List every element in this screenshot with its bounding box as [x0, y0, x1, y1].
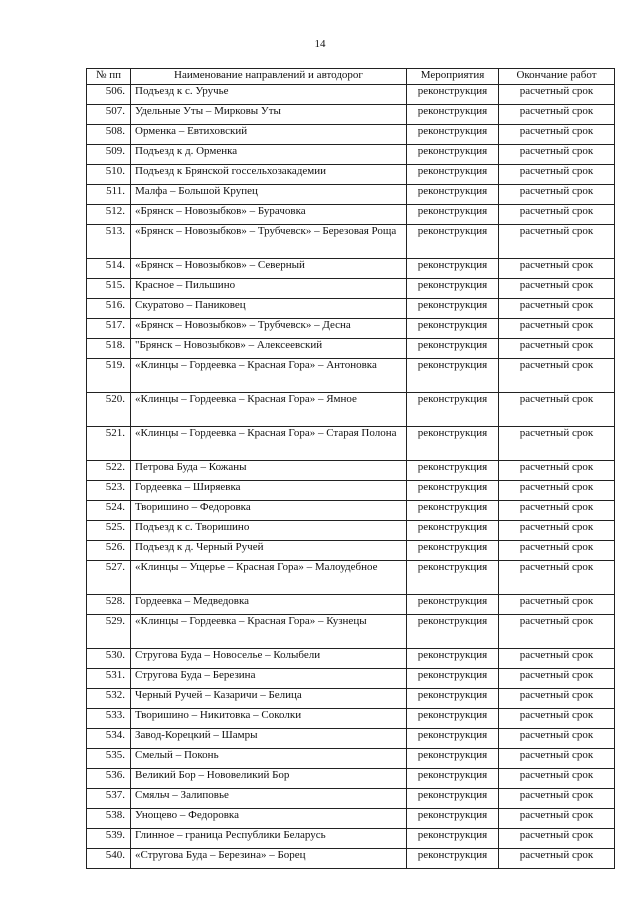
road-name: Творишино – Федоровка	[131, 501, 407, 521]
road-name: «Брянск – Новозыбков» – Трубчевск» – Березовая Роща	[131, 225, 407, 259]
row-number: 532.	[87, 689, 131, 709]
row-number: 538.	[87, 809, 131, 829]
table-row	[87, 105, 615, 125]
table-row	[87, 769, 615, 789]
road-term: расчетный срок	[499, 729, 615, 749]
road-measure: реконструкция	[407, 299, 499, 319]
header-measure: Мероприятия	[407, 69, 499, 85]
road-measure: реконструкция	[407, 669, 499, 689]
row-number: 529.	[87, 615, 131, 649]
road-measure: реконструкция	[407, 501, 499, 521]
table-row	[87, 319, 615, 339]
road-name: Смяльч – Залиповье	[131, 789, 407, 809]
table-row	[87, 541, 615, 561]
table-row	[87, 461, 615, 481]
road-name: Малфа – Большой Крупец	[131, 185, 407, 205]
road-name: "Брянск – Новозыбков» – Алексеевский	[131, 339, 407, 359]
row-number: 519.	[87, 359, 131, 393]
road-name: «Клинцы – Гордеевка – Красная Гора» – Кузнецы	[131, 615, 407, 649]
row-number: 530.	[87, 649, 131, 669]
road-term: расчетный срок	[499, 145, 615, 165]
row-number: 534.	[87, 729, 131, 749]
roads-table	[86, 68, 615, 869]
road-term: расчетный срок	[499, 339, 615, 359]
road-name: Глинное – граница Республики Беларусь	[131, 829, 407, 849]
road-measure: реконструкция	[407, 769, 499, 789]
road-term: расчетный срок	[499, 259, 615, 279]
table-row	[87, 259, 615, 279]
road-term: расчетный срок	[499, 427, 615, 461]
road-term: расчетный срок	[499, 501, 615, 521]
row-number: 518.	[87, 339, 131, 359]
road-measure: реконструкция	[407, 829, 499, 849]
road-term: расчетный срок	[499, 789, 615, 809]
road-measure: реконструкция	[407, 145, 499, 165]
road-name: «Брянск – Новозыбков» – Трубчевск» – Десна	[131, 319, 407, 339]
table-row	[87, 649, 615, 669]
table-row	[87, 809, 615, 829]
road-name: Удельные Уты – Мирковы Уты	[131, 105, 407, 125]
row-number: 517.	[87, 319, 131, 339]
road-name: Завод-Корецкий – Шамры	[131, 729, 407, 749]
road-name: Стругова Буда – Новоселье – Колыбели	[131, 649, 407, 669]
road-measure: реконструкция	[407, 339, 499, 359]
road-measure: реконструкция	[407, 105, 499, 125]
table-row	[87, 709, 615, 729]
road-term: расчетный срок	[499, 669, 615, 689]
row-number: 520.	[87, 393, 131, 427]
row-number: 526.	[87, 541, 131, 561]
table-header-row	[87, 69, 615, 85]
road-name: Гордеевка – Ширяевка	[131, 481, 407, 501]
row-number: 537.	[87, 789, 131, 809]
road-name: Стругова Буда – Березина	[131, 669, 407, 689]
road-term: расчетный срок	[499, 849, 615, 869]
row-number: 513.	[87, 225, 131, 259]
road-name: Орменка – Евтиховский	[131, 125, 407, 145]
table-row	[87, 205, 615, 225]
table-row	[87, 125, 615, 145]
road-name: Подъезд к д. Черный Ручей	[131, 541, 407, 561]
road-term: расчетный срок	[499, 749, 615, 769]
row-number: 536.	[87, 769, 131, 789]
road-measure: реконструкция	[407, 85, 499, 105]
row-number: 515.	[87, 279, 131, 299]
road-measure: реконструкция	[407, 259, 499, 279]
road-term: расчетный срок	[499, 125, 615, 145]
road-term: расчетный срок	[499, 105, 615, 125]
road-term: расчетный срок	[499, 185, 615, 205]
table-row	[87, 393, 615, 427]
road-term: расчетный срок	[499, 809, 615, 829]
road-measure: реконструкция	[407, 393, 499, 427]
road-measure: реконструкция	[407, 279, 499, 299]
road-measure: реконструкция	[407, 165, 499, 185]
road-name: Унощево – Федоровка	[131, 809, 407, 829]
road-name: Великий Бор – Нововеликий Бор	[131, 769, 407, 789]
header-term: Окончание работ	[499, 69, 615, 85]
road-measure: реконструкция	[407, 789, 499, 809]
row-number: 516.	[87, 299, 131, 319]
road-name: «Клинцы – Ущерье – Красная Гора» – Малоудебное	[131, 561, 407, 595]
table-row	[87, 427, 615, 461]
table-row	[87, 689, 615, 709]
road-name: Смелый – Поконь	[131, 749, 407, 769]
table-row	[87, 789, 615, 809]
table-row	[87, 279, 615, 299]
header-num: № пп	[87, 69, 131, 85]
road-measure: реконструкция	[407, 809, 499, 829]
road-name: «Брянск – Новозыбков» – Бурачовка	[131, 205, 407, 225]
road-measure: реконструкция	[407, 709, 499, 729]
table-row	[87, 849, 615, 869]
road-name: Подъезд к Брянской госсельхозакадемии	[131, 165, 407, 185]
road-measure: реконструкция	[407, 481, 499, 501]
row-number: 507.	[87, 105, 131, 125]
row-number: 522.	[87, 461, 131, 481]
road-measure: реконструкция	[407, 689, 499, 709]
row-number: 506.	[87, 85, 131, 105]
road-name: Подъезд к д. Орменка	[131, 145, 407, 165]
row-number: 508.	[87, 125, 131, 145]
table-row	[87, 521, 615, 541]
row-number: 528.	[87, 595, 131, 615]
road-term: расчетный срок	[499, 205, 615, 225]
road-name: Подъезд к с. Уручье	[131, 85, 407, 105]
table-row	[87, 729, 615, 749]
table-row	[87, 145, 615, 165]
road-term: расчетный срок	[499, 561, 615, 595]
road-term: расчетный срок	[499, 299, 615, 319]
table-row	[87, 595, 615, 615]
road-name: «Клинцы – Гордеевка – Красная Гора» – Антоновка	[131, 359, 407, 393]
row-number: 525.	[87, 521, 131, 541]
table-row	[87, 165, 615, 185]
road-measure: реконструкция	[407, 615, 499, 649]
road-measure: реконструкция	[407, 359, 499, 393]
road-name: Подъезд к с. Творишино	[131, 521, 407, 541]
road-measure: реконструкция	[407, 461, 499, 481]
road-term: расчетный срок	[499, 481, 615, 501]
road-term: расчетный срок	[499, 225, 615, 259]
row-number: 512.	[87, 205, 131, 225]
road-name: Скуратово – Паниковец	[131, 299, 407, 319]
row-number: 533.	[87, 709, 131, 729]
road-name: «Брянск – Новозыбков» – Северный	[131, 259, 407, 279]
row-number: 531.	[87, 669, 131, 689]
road-term: расчетный срок	[499, 165, 615, 185]
row-number: 510.	[87, 165, 131, 185]
road-term: расчетный срок	[499, 521, 615, 541]
row-number: 511.	[87, 185, 131, 205]
road-term: расчетный срок	[499, 829, 615, 849]
table-row	[87, 561, 615, 595]
table-row	[87, 501, 615, 521]
row-number: 524.	[87, 501, 131, 521]
road-term: расчетный срок	[499, 279, 615, 299]
road-term: расчетный срок	[499, 595, 615, 615]
page-number: 14	[314, 38, 326, 50]
road-measure: реконструкция	[407, 649, 499, 669]
row-number: 514.	[87, 259, 131, 279]
road-measure: реконструкция	[407, 521, 499, 541]
table-row	[87, 85, 615, 105]
road-term: расчетный срок	[499, 769, 615, 789]
road-term: расчетный срок	[499, 319, 615, 339]
road-measure: реконструкция	[407, 561, 499, 595]
table-row	[87, 185, 615, 205]
road-measure: реконструкция	[407, 205, 499, 225]
row-number: 539.	[87, 829, 131, 849]
table-row	[87, 749, 615, 769]
header-name: Наименование направлений и автодорог	[131, 69, 407, 85]
road-name: «Стругова Буда – Березина» – Борец	[131, 849, 407, 869]
road-measure: реконструкция	[407, 225, 499, 259]
row-number: 527.	[87, 561, 131, 595]
road-term: расчетный срок	[499, 85, 615, 105]
row-number: 521.	[87, 427, 131, 461]
table-body	[87, 85, 615, 869]
road-term: расчетный срок	[499, 709, 615, 729]
table-row	[87, 481, 615, 501]
table-row	[87, 359, 615, 393]
row-number: 509.	[87, 145, 131, 165]
road-term: расчетный срок	[499, 541, 615, 561]
road-name: Творишино – Никитовка – Соколки	[131, 709, 407, 729]
road-term: расчетный срок	[499, 359, 615, 393]
road-term: расчетный срок	[499, 615, 615, 649]
road-measure: реконструкция	[407, 849, 499, 869]
row-number: 535.	[87, 749, 131, 769]
road-term: расчетный срок	[499, 461, 615, 481]
row-number: 540.	[87, 849, 131, 869]
road-name: Петрова Буда – Кожаны	[131, 461, 407, 481]
road-measure: реконструкция	[407, 541, 499, 561]
table-row	[87, 225, 615, 259]
road-measure: реконструкция	[407, 749, 499, 769]
road-measure: реконструкция	[407, 729, 499, 749]
road-term: расчетный срок	[499, 393, 615, 427]
table-row	[87, 339, 615, 359]
road-name: Красное – Пильшино	[131, 279, 407, 299]
road-term: расчетный срок	[499, 649, 615, 669]
road-term: расчетный срок	[499, 689, 615, 709]
road-measure: реконструкция	[407, 427, 499, 461]
road-name: «Клинцы – Гордеевка – Красная Гора» – Ямное	[131, 393, 407, 427]
road-name: Черный Ручей – Казаричи – Белица	[131, 689, 407, 709]
table-row	[87, 299, 615, 319]
road-name: Гордеевка – Медведовка	[131, 595, 407, 615]
table-row	[87, 615, 615, 649]
table-row	[87, 829, 615, 849]
table-row	[87, 669, 615, 689]
road-measure: реконструкция	[407, 125, 499, 145]
road-measure: реконструкция	[407, 595, 499, 615]
road-name: «Клинцы – Гордеевка – Красная Гора» – Старая Полона	[131, 427, 407, 461]
row-number: 523.	[87, 481, 131, 501]
road-measure: реконструкция	[407, 185, 499, 205]
road-measure: реконструкция	[407, 319, 499, 339]
